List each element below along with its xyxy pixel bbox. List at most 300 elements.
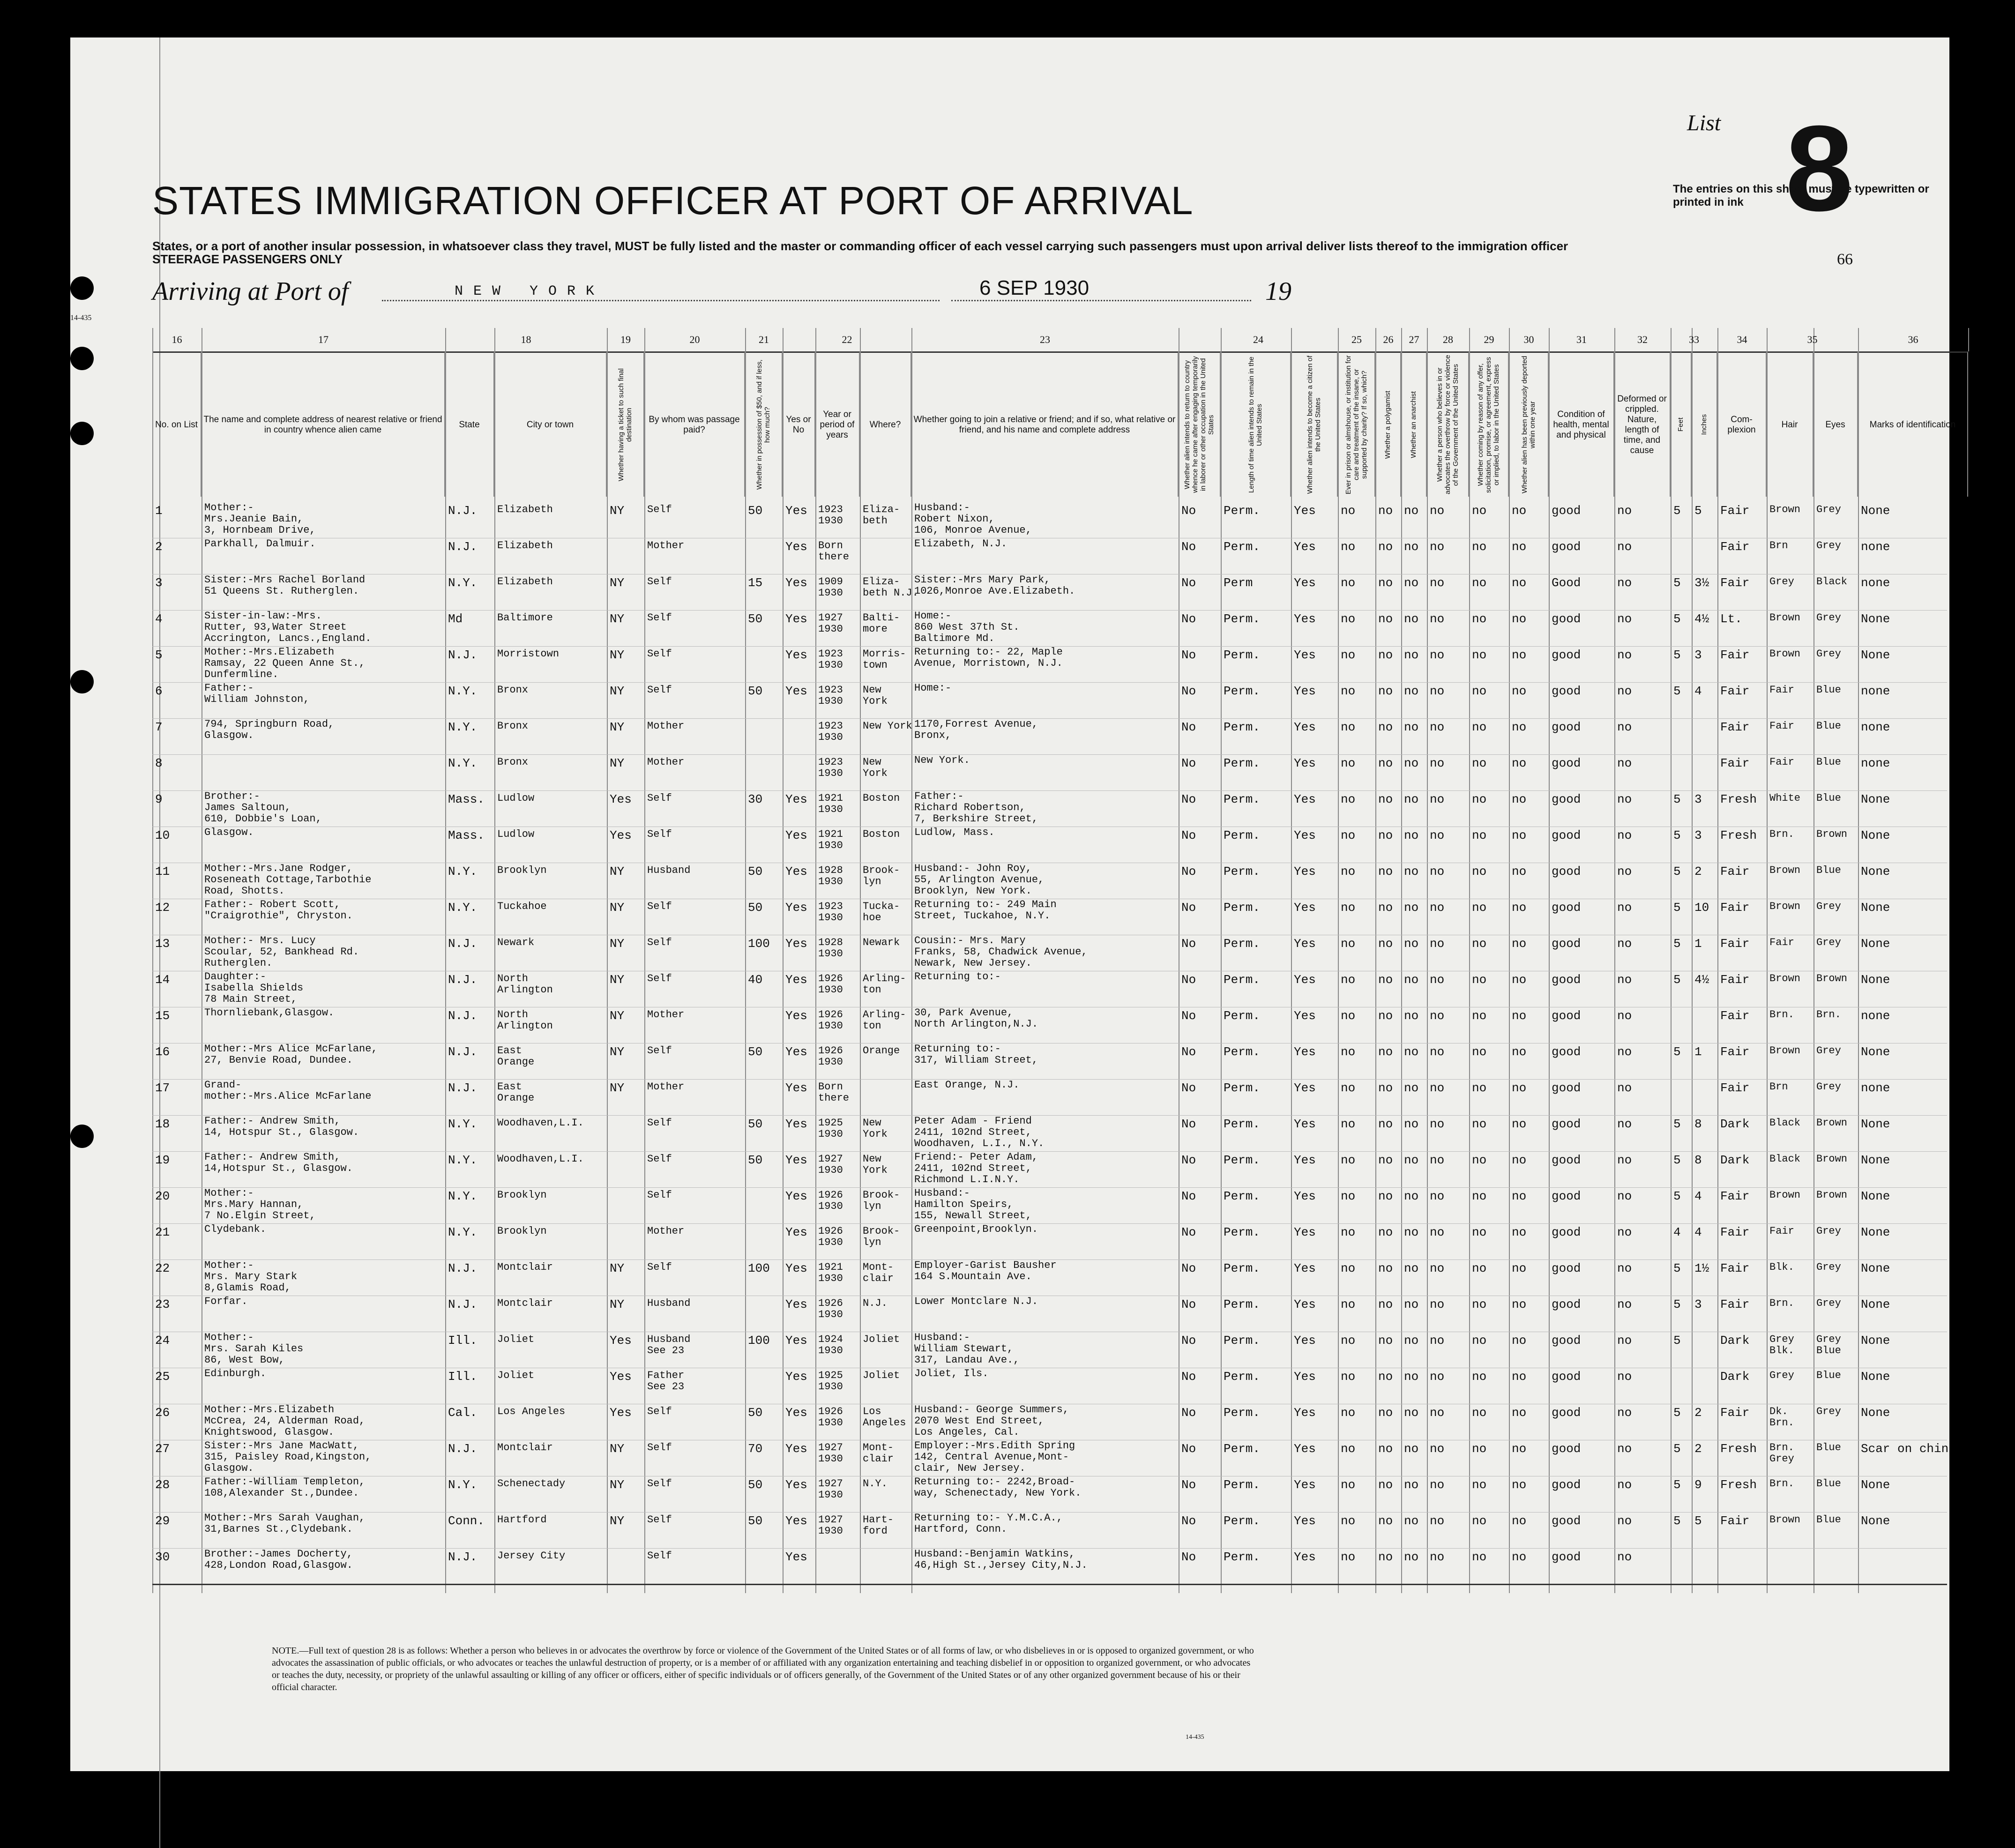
- cell-no: 28: [155, 1478, 170, 1492]
- cell-where: N.Y.: [863, 1478, 888, 1490]
- cell-hair: Brn.: [1769, 1478, 1794, 1490]
- cell-eyes: Brn.: [1816, 1009, 1841, 1021]
- cell-p28: no: [1430, 1478, 1445, 1492]
- column-number: 35: [1767, 328, 1859, 351]
- cell-where: Joliet: [863, 1370, 900, 1381]
- cell-no: 2: [155, 540, 163, 554]
- cell-citizen: Yes: [1294, 864, 1316, 879]
- column-header-label: Deformed or crippled. Nature, length of time, and cause: [1617, 394, 1667, 455]
- list-label: List: [1687, 111, 1721, 135]
- cell-citizen: Yes: [1294, 792, 1316, 806]
- cell-p30: no: [1512, 612, 1527, 626]
- cell-p27: no: [1404, 540, 1419, 554]
- cell-eyes: Grey: [1816, 648, 1841, 660]
- cell-passage: Self: [647, 828, 672, 840]
- cell-no: 30: [155, 1550, 170, 1564]
- cell-marks: None: [1861, 1189, 1890, 1203]
- cell-city: Montclair: [497, 1261, 553, 1273]
- cell-length: Perm.: [1224, 1081, 1261, 1095]
- cell-city: East Orange: [497, 1081, 535, 1104]
- cell-joining: Husband:-Benjamin Watkins, 46,High St.,Jersey City,N.J.: [914, 1548, 1088, 1571]
- cell-joining: Returning to:- Y.M.C.A., Hartford, Conn.: [914, 1512, 1063, 1535]
- cell-relative: Mother:- Mrs.Jeanie Bain, 3, Hornbeam Drive,: [204, 502, 316, 536]
- cell-ticket: NY: [610, 973, 625, 987]
- table-row: [152, 610, 1947, 647]
- cell-p26: no: [1378, 1370, 1393, 1384]
- table-row: [152, 1151, 1947, 1188]
- cell-where: New York: [863, 1153, 888, 1176]
- cell-feet: 5: [1673, 1442, 1681, 1456]
- cell-length: Perm.: [1224, 612, 1261, 626]
- cell-length: Perm.: [1224, 1009, 1261, 1023]
- cell-marks: None: [1861, 1153, 1890, 1167]
- column-header-label: Feet: [1677, 417, 1685, 432]
- cell-no: 17: [155, 1081, 170, 1095]
- cell-complexion: Fair: [1720, 864, 1750, 879]
- cell-inches: 5: [1694, 504, 1702, 518]
- cell-p27: no: [1404, 1406, 1419, 1420]
- cell-length: Perm.: [1224, 1334, 1261, 1348]
- cell-p30: no: [1512, 1009, 1527, 1023]
- cell-before: Yes: [785, 1225, 807, 1239]
- column-header-before: [783, 351, 815, 497]
- cell-joining: Returning to:- 317, William Street,: [914, 1043, 1038, 1066]
- table-row: [152, 1223, 1947, 1260]
- cell-inches: 1: [1694, 937, 1702, 951]
- cell-complexion: Fresh: [1720, 1442, 1757, 1456]
- cell-length: Perm.: [1224, 1261, 1261, 1275]
- cell-before: Yes: [785, 901, 807, 915]
- cell-no: 15: [155, 1009, 170, 1023]
- cell-deformed: no: [1617, 1514, 1632, 1528]
- cell-p25: no: [1341, 901, 1356, 915]
- cell-ticket: NY: [610, 612, 625, 626]
- cell-p26: no: [1378, 828, 1393, 842]
- cell-city: Jersey City: [497, 1550, 566, 1562]
- cell-city: Brooklyn: [497, 1189, 547, 1201]
- cell-state: Md: [448, 612, 463, 626]
- cell-feet: 5: [1673, 1261, 1681, 1275]
- cell-citizen: Yes: [1294, 1261, 1316, 1275]
- column-header-label: Whether alien has been previously deported within one year: [1520, 356, 1537, 494]
- cell-p28: no: [1430, 1514, 1445, 1528]
- cell-before: Yes: [785, 1514, 807, 1528]
- cell-city: Baltimore: [497, 612, 553, 624]
- cell-state: N.Y.: [448, 576, 478, 590]
- column-number: 18: [445, 328, 608, 351]
- cell-before: Yes: [785, 864, 807, 879]
- cell-money: 40: [748, 973, 763, 987]
- cell-marks: None: [1861, 1370, 1890, 1384]
- cell-p26: no: [1378, 720, 1393, 734]
- cell-eyes: Grey: [1816, 1297, 1841, 1309]
- cell-deformed: no: [1617, 901, 1632, 915]
- cell-relative: Mother:- Mrs. Sarah Kiles 86, West Bow,: [204, 1332, 304, 1366]
- cell-joining: Friend:- Peter Adam, 2411, 102nd Street, Richmond L.I.N.Y.: [914, 1151, 1038, 1185]
- cell-state: Ill.: [448, 1334, 478, 1348]
- form-number-bottom: 14-435: [1186, 1734, 1204, 1741]
- cell-p27: no: [1404, 1225, 1419, 1239]
- cell-city: Brooklyn: [497, 1225, 547, 1237]
- cell-length: Perm.: [1224, 756, 1261, 770]
- cell-hair: Brown: [1769, 864, 1801, 876]
- cell-inches: 10: [1694, 901, 1709, 915]
- cell-p25: no: [1341, 756, 1356, 770]
- cell-eyes: Blue: [1816, 792, 1841, 804]
- cell-p26: no: [1378, 1117, 1393, 1131]
- cell-length: Perm.: [1224, 684, 1261, 698]
- cell-p27: no: [1404, 720, 1419, 734]
- cell-inches: 3: [1694, 828, 1702, 842]
- cell-passage: Mother: [647, 1081, 685, 1093]
- cell-p29: no: [1472, 1334, 1487, 1348]
- cell-p27: no: [1404, 612, 1419, 626]
- cell-p30: no: [1512, 1153, 1527, 1167]
- port-value: NEW YORK: [455, 283, 605, 299]
- cell-citizen: Yes: [1294, 1370, 1316, 1384]
- cell-relative: Sister-in-law:-Mrs. Rutter, 93,Water Street Accrington, Lancs.,England.: [204, 610, 372, 644]
- cell-where: Morris- town: [863, 648, 906, 671]
- cell-purpose: No: [1181, 1370, 1196, 1384]
- cell-money: 50: [748, 1478, 763, 1492]
- cell-hair: Brn.: [1769, 1297, 1794, 1309]
- cell-ticket: NY: [610, 1261, 625, 1275]
- cell-before: Yes: [785, 1550, 807, 1564]
- cell-ticket: NY: [610, 1297, 625, 1311]
- cell-where: Arling- ton: [863, 1009, 906, 1032]
- cell-money: 100: [748, 1261, 770, 1275]
- cell-p25: no: [1341, 1442, 1356, 1456]
- cell-p28: no: [1430, 1081, 1445, 1095]
- cell-length: Perm.: [1224, 1370, 1261, 1384]
- cell-deformed: no: [1617, 1189, 1632, 1203]
- cell-relative: Daughter:- Isabella Shields 78 Main Street,: [204, 971, 304, 1005]
- cell-length: Perm.: [1224, 792, 1261, 806]
- cell-state: N.J.: [448, 1261, 478, 1275]
- cell-passage: Self: [647, 576, 672, 588]
- cell-citizen: Yes: [1294, 901, 1316, 915]
- cell-ticket: NY: [610, 1045, 625, 1059]
- table-row: [152, 862, 1947, 899]
- cell-feet: 5: [1673, 901, 1681, 915]
- cell-p29: no: [1472, 1081, 1487, 1095]
- cell-years: 1926 1930: [818, 1009, 843, 1032]
- cell-marks: None: [1861, 937, 1890, 951]
- cell-p27: no: [1404, 1045, 1419, 1059]
- column-header-label: The name and complete address of nearest relative or friend in country whence alien came: [203, 414, 442, 435]
- cell-feet: 4: [1673, 1225, 1681, 1239]
- cell-p25: no: [1341, 1370, 1356, 1384]
- cell-money: 50: [748, 1117, 763, 1131]
- cell-feet: 5: [1673, 1189, 1681, 1203]
- cell-marks: none: [1861, 1081, 1890, 1095]
- cell-length: Perm.: [1224, 1189, 1261, 1203]
- cell-ticket: NY: [610, 937, 625, 951]
- cell-city: Hartford: [497, 1514, 547, 1526]
- punch-hole: [70, 422, 94, 445]
- cell-citizen: Yes: [1294, 1153, 1316, 1167]
- cell-p25: no: [1341, 1297, 1356, 1311]
- cell-p29: no: [1472, 1153, 1487, 1167]
- cell-eyes: Blue: [1816, 1370, 1841, 1381]
- column-header-label: Eyes: [1825, 419, 1845, 430]
- cell-p26: no: [1378, 1189, 1393, 1203]
- cell-p29: no: [1472, 612, 1487, 626]
- cell-p26: no: [1378, 504, 1393, 518]
- cell-inches: 8: [1694, 1117, 1702, 1131]
- cell-p27: no: [1404, 792, 1419, 806]
- cell-p28: no: [1430, 864, 1445, 879]
- cell-where: New York: [863, 1117, 888, 1140]
- cell-inches: 4: [1694, 1189, 1702, 1203]
- cell-p26: no: [1378, 1225, 1393, 1239]
- cell-p29: no: [1472, 576, 1487, 590]
- cell-relative: Mother:-Mrs Sarah Vaughan, 31,Barnes St.,Clydebank.: [204, 1512, 366, 1535]
- cell-health: good: [1552, 973, 1581, 987]
- cell-inches: 4: [1694, 684, 1702, 698]
- manifest-table: [152, 328, 1956, 1593]
- cell-years: 1928 1930: [818, 937, 843, 960]
- cell-inches: 3: [1694, 648, 1702, 662]
- cell-no: 3: [155, 576, 163, 590]
- cell-ticket: Yes: [610, 828, 632, 842]
- cell-ticket: NY: [610, 684, 625, 698]
- cell-hair: Fair: [1769, 1225, 1794, 1237]
- cell-money: 50: [748, 612, 763, 626]
- column-header-length: [1221, 351, 1291, 497]
- cell-passage: Self: [647, 1261, 672, 1273]
- cell-p28: no: [1430, 1045, 1445, 1059]
- cell-city: Elizabeth: [497, 504, 553, 515]
- cell-p26: no: [1378, 1009, 1393, 1023]
- cell-eyes: Brown: [1816, 828, 1848, 840]
- column-header-city: [494, 351, 607, 497]
- cell-before: Yes: [785, 1009, 807, 1023]
- cell-purpose: No: [1181, 1442, 1196, 1456]
- cell-city: Schenectady: [497, 1478, 566, 1490]
- cell-citizen: Yes: [1294, 576, 1316, 590]
- cell-deformed: no: [1617, 792, 1632, 806]
- cell-citizen: Yes: [1294, 1478, 1316, 1492]
- column-number: 32: [1614, 328, 1672, 351]
- cell-where: Balti- more: [863, 612, 900, 635]
- cell-complexion: Fair: [1720, 1261, 1750, 1275]
- table-row: [152, 1006, 1947, 1043]
- cell-p28: no: [1430, 720, 1445, 734]
- cell-p26: no: [1378, 1297, 1393, 1311]
- cell-health: good: [1552, 612, 1581, 626]
- cell-inches: 2: [1694, 864, 1702, 879]
- cell-p28: no: [1430, 576, 1445, 590]
- cell-city: Ludlow: [497, 828, 535, 840]
- table-row: [152, 826, 1947, 863]
- column-header-label: Marks of identification: [1869, 419, 1956, 430]
- cell-years: 1921 1930: [818, 1261, 843, 1284]
- cell-state: N.J.: [448, 648, 478, 662]
- cell-deformed: no: [1617, 1406, 1632, 1420]
- cell-years: 1927 1930: [818, 612, 843, 635]
- cell-city: North Arlington: [497, 1009, 553, 1032]
- cell-hair: Brown: [1769, 1189, 1801, 1201]
- cell-p30: no: [1512, 756, 1527, 770]
- cell-passage: Husband See 23: [647, 1334, 691, 1356]
- cell-p27: no: [1404, 1153, 1419, 1167]
- cell-joining: Joliet, Ils.: [914, 1368, 989, 1379]
- cell-marks: none: [1861, 684, 1890, 698]
- cell-p28: no: [1430, 937, 1445, 951]
- cell-joining: Returning to:-: [914, 971, 1001, 983]
- cell-purpose: No: [1181, 684, 1196, 698]
- column-number: 26: [1375, 328, 1402, 351]
- cell-money: 70: [748, 1442, 763, 1456]
- cell-p29: no: [1472, 1297, 1487, 1311]
- column-header-p26: [1375, 351, 1401, 497]
- cell-p28: no: [1430, 756, 1445, 770]
- cell-city: Woodhaven,L.I.: [497, 1117, 584, 1129]
- column-header-passage: [644, 351, 745, 497]
- cell-before: Yes: [785, 1189, 807, 1203]
- cell-health: good: [1552, 1081, 1581, 1095]
- cell-relative: Thornliebank,Glasgow.: [204, 1007, 335, 1019]
- cell-p27: no: [1404, 504, 1419, 518]
- cell-p25: no: [1341, 1478, 1356, 1492]
- column-header-label: Whether a person who believes in or advocates the overthrow by force or violence of the Government of the United States: [1435, 355, 1460, 495]
- cell-joining: 30, Park Avenue, North Arlington,N.J.: [914, 1007, 1038, 1030]
- cell-deformed: no: [1617, 1478, 1632, 1492]
- cell-feet: 5: [1673, 684, 1681, 698]
- cell-city: Joliet: [497, 1370, 535, 1381]
- cell-city: Woodhaven,L.I.: [497, 1153, 584, 1165]
- cell-state: N.Y.: [448, 1225, 478, 1239]
- cell-p25: no: [1341, 792, 1356, 806]
- cell-feet: 5: [1673, 1406, 1681, 1420]
- cell-feet: 5: [1673, 1334, 1681, 1348]
- cell-deformed: no: [1617, 937, 1632, 951]
- cell-city: Morristown: [497, 648, 560, 660]
- cell-passage: Self: [647, 648, 672, 660]
- cell-passage: Mother: [647, 720, 685, 732]
- cell-length: Perm: [1224, 576, 1253, 590]
- cell-p25: no: [1341, 1045, 1356, 1059]
- cell-p29: no: [1472, 504, 1487, 518]
- cell-deformed: no: [1617, 1153, 1632, 1167]
- cell-purpose: No: [1181, 612, 1196, 626]
- cell-relative: Mother:-Mrs Alice McFarlane, 27, Benvie Road, Dundee.: [204, 1043, 378, 1066]
- cell-inches: 4½: [1694, 973, 1709, 987]
- cell-joining: Employer:-Mrs.Edith Spring 142, Central Avenue,Mont- clair, New Jersey.: [914, 1440, 1075, 1474]
- cell-relative: Mother:- Mrs. Lucy Scoular, 52, Bankhead Rd. Rutherglen.: [204, 935, 359, 969]
- cell-money: 100: [748, 1334, 770, 1348]
- cell-health: good: [1552, 1442, 1581, 1456]
- cell-hair: Brn: [1769, 1081, 1788, 1093]
- column-header-label: No. on List: [155, 419, 198, 430]
- cell-p30: no: [1512, 1225, 1527, 1239]
- table-row: [152, 1331, 1947, 1368]
- cell-state: Cal.: [448, 1406, 478, 1420]
- cell-joining: Greenpoint,Brooklyn.: [914, 1223, 1038, 1235]
- cell-where: Mont- clair: [863, 1442, 894, 1465]
- cell-before: Yes: [785, 1045, 807, 1059]
- cell-eyes: Brown: [1816, 1153, 1848, 1165]
- column-number: 30: [1509, 328, 1550, 351]
- cell-health: good: [1552, 1478, 1581, 1492]
- cell-purpose: No: [1181, 1406, 1196, 1420]
- cell-hair: Grey Blk.: [1769, 1334, 1794, 1356]
- cell-complexion: Fair: [1720, 1009, 1750, 1023]
- cell-p26: no: [1378, 1045, 1393, 1059]
- cell-length: Perm.: [1224, 720, 1261, 734]
- cell-p29: no: [1472, 1370, 1487, 1384]
- cell-eyes: Grey: [1816, 1081, 1841, 1093]
- cell-citizen: Yes: [1294, 612, 1316, 626]
- cell-p25: no: [1341, 1406, 1356, 1420]
- cell-deformed: no: [1617, 756, 1632, 770]
- cell-no: 8: [155, 756, 163, 770]
- cell-p27: no: [1404, 1081, 1419, 1095]
- cell-where: Los Angeles: [863, 1406, 906, 1429]
- steerage-label: STEERAGE PASSENGERS ONLY: [152, 252, 343, 266]
- cell-p27: no: [1404, 1117, 1419, 1131]
- column-header-label: Hair: [1781, 419, 1798, 430]
- cell-complexion: Dark: [1720, 1370, 1750, 1384]
- cell-relative: Glasgow.: [204, 827, 254, 838]
- cell-marks: none: [1861, 540, 1890, 554]
- cell-ticket: NY: [610, 1514, 625, 1528]
- cell-joining: Returning to:- 2242,Broad- way, Schenectady, New York.: [914, 1476, 1082, 1499]
- cell-health: good: [1552, 1117, 1581, 1131]
- cell-joining: Employer-Garist Bausher 164 S.Mountain Ave.: [914, 1259, 1057, 1282]
- cell-state: Ill.: [448, 1370, 478, 1384]
- cell-p27: no: [1404, 1261, 1419, 1275]
- cell-relative: Mother:- Mrs.Mary Hannan, 7 No.Elgin Street,: [204, 1187, 316, 1222]
- cell-p28: no: [1430, 1009, 1445, 1023]
- cell-p29: no: [1472, 1478, 1487, 1492]
- cell-relative: Father:- William Johnston,: [204, 682, 310, 705]
- cell-passage: Self: [647, 1406, 672, 1417]
- cell-before: Yes: [785, 1117, 807, 1131]
- cell-purpose: No: [1181, 1297, 1196, 1311]
- table-row: [152, 574, 1947, 611]
- cell-deformed: no: [1617, 1442, 1632, 1456]
- cell-before: Yes: [785, 648, 807, 662]
- cell-deformed: no: [1617, 1550, 1632, 1564]
- cell-feet: 5: [1673, 1045, 1681, 1059]
- punch-hole: [70, 276, 94, 300]
- cell-citizen: Yes: [1294, 1297, 1316, 1311]
- cell-p29: no: [1472, 648, 1487, 662]
- cell-deformed: no: [1617, 720, 1632, 734]
- cell-p27: no: [1404, 1334, 1419, 1348]
- cell-p29: no: [1472, 720, 1487, 734]
- cell-money: 50: [748, 901, 763, 915]
- cell-marks: none: [1861, 720, 1890, 734]
- entries-note: The entries on this sheet must be typewritten or printed in ink: [1673, 183, 1929, 209]
- column-number: 36: [1858, 328, 1969, 351]
- cell-complexion: Fresh: [1720, 792, 1757, 806]
- cell-p29: no: [1472, 792, 1487, 806]
- cell-before: Yes: [785, 937, 807, 951]
- cell-inches: 2: [1694, 1406, 1702, 1420]
- cell-length: Perm.: [1224, 648, 1261, 662]
- cell-relative: Brother:-James Docherty, 428,London Road,Glasgow.: [204, 1548, 353, 1571]
- cell-inches: 9: [1694, 1478, 1702, 1492]
- table-row: [152, 1475, 1947, 1513]
- cell-p25: no: [1341, 720, 1356, 734]
- table-row: [152, 1512, 1947, 1549]
- cell-p28: no: [1430, 792, 1445, 806]
- cell-p27: no: [1404, 937, 1419, 951]
- page-number: 66: [1837, 251, 1853, 268]
